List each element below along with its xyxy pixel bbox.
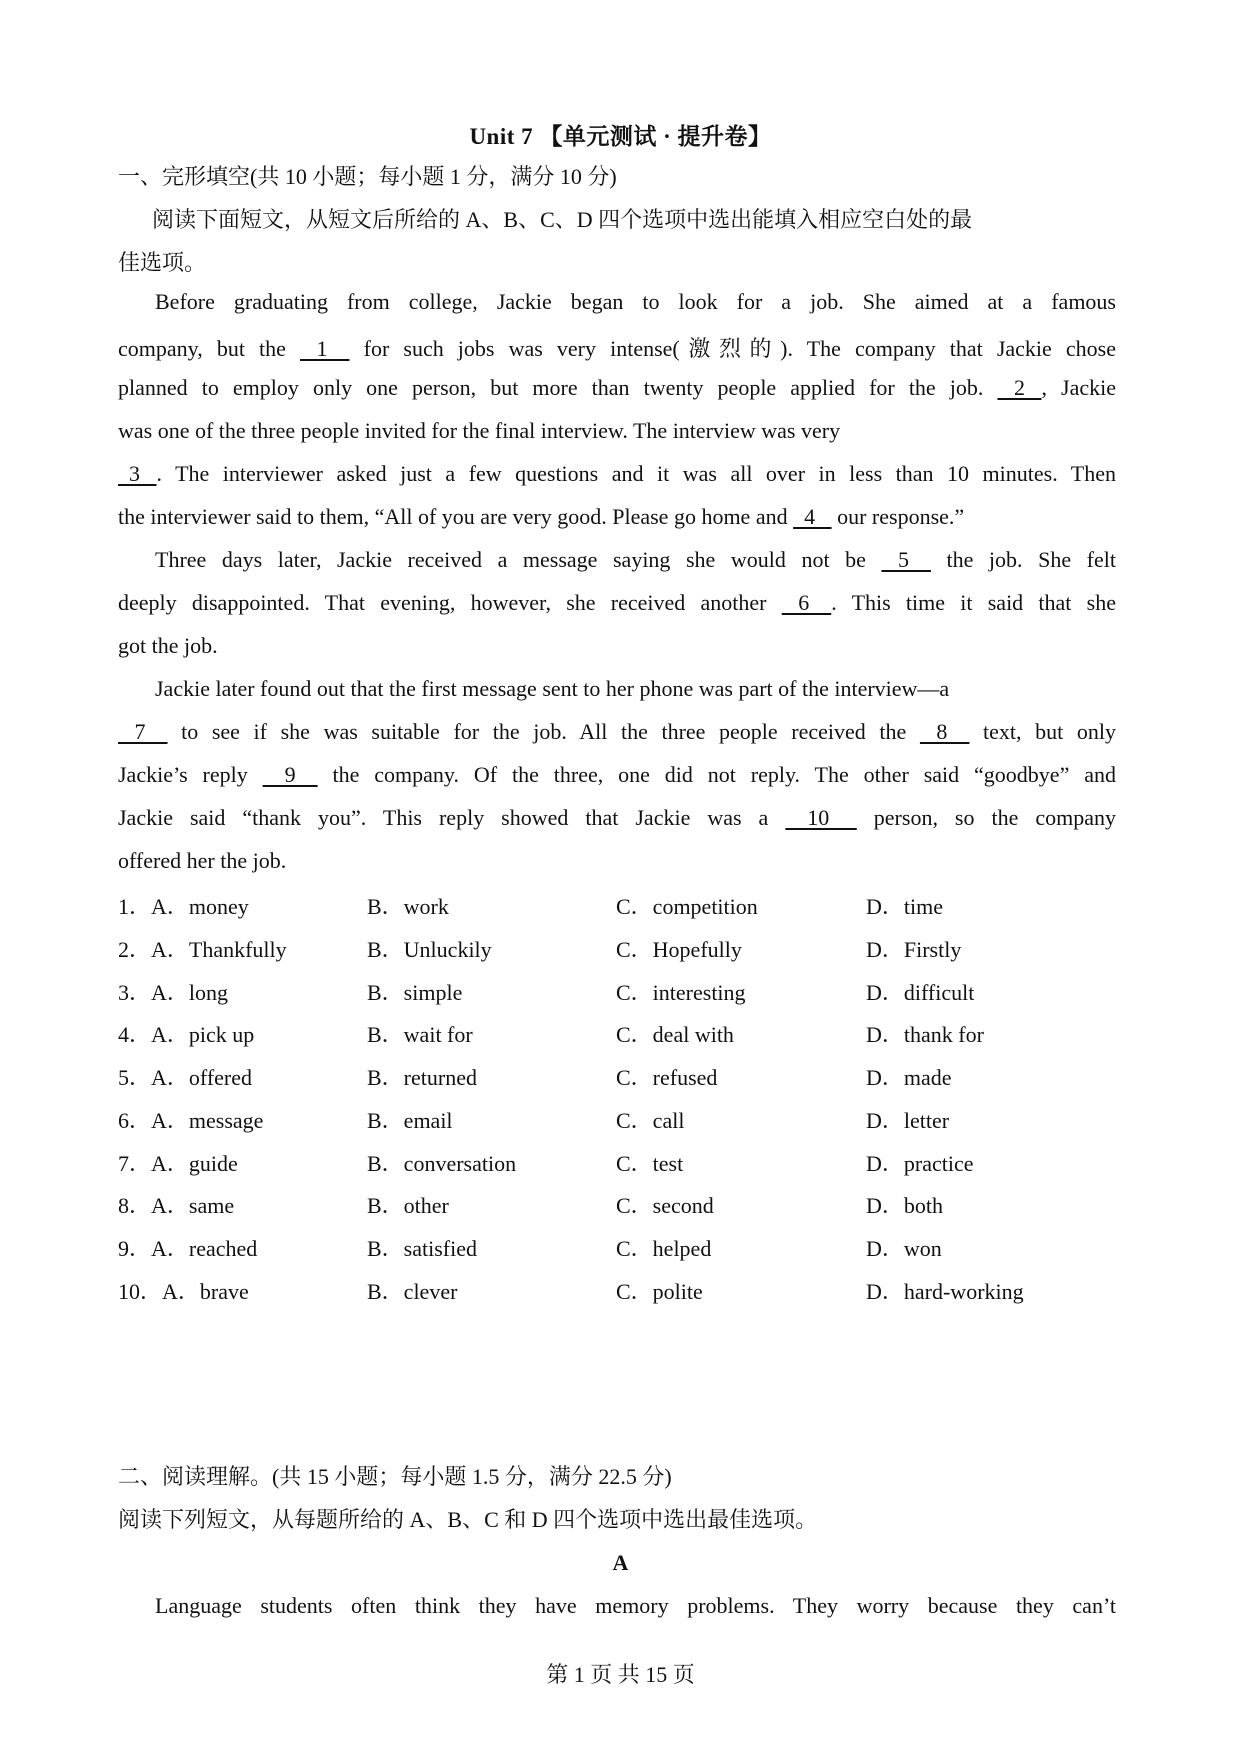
option-b: B．simple: [367, 980, 463, 1005]
option-d: D．hard-working: [866, 1279, 1024, 1304]
option-a: 2．A．Thankfully: [118, 937, 287, 962]
passage-line: Jackie later found out that the first message sent to her phone was part of the interview—a: [155, 676, 950, 701]
question-6-options: [118, 1104, 1118, 1134]
passage-line: [118, 375, 1116, 401]
blank-2: 2: [997, 375, 1042, 400]
option-c: C．polite: [616, 1279, 703, 1304]
option-d: D．time: [866, 894, 943, 919]
passage-label: A: [612, 1550, 629, 1575]
passage-text: . This time it said that she: [831, 590, 1116, 615]
option-c: C．refused: [616, 1065, 718, 1090]
passage-line: Before graduating from college, Jackie began to look for a job. She aimed at a famous: [155, 289, 1116, 314]
option-c: C．interesting: [616, 980, 746, 1005]
passage-text: Jackie’s reply: [118, 762, 263, 787]
question-8-options: [118, 1189, 1118, 1219]
option-b: B．other: [367, 1193, 449, 1218]
option-a: 6．A．message: [118, 1108, 264, 1133]
option-d: D．made: [866, 1065, 952, 1090]
passage-line: [155, 547, 1116, 573]
option-b: B．email: [367, 1108, 453, 1133]
option-a: 10．A．brave: [118, 1279, 249, 1304]
option-d: D．won: [866, 1236, 942, 1261]
question-3-options: [118, 976, 1118, 1006]
option-b: B．conversation: [367, 1151, 517, 1176]
passage-line: got the job.: [118, 633, 218, 658]
passage-text: Three days later, Jackie received a message saying she would not be: [155, 547, 882, 572]
passage-line: Language students often think they have memory problems. They worry because they can’t: [155, 1593, 1116, 1618]
option-d: D．practice: [866, 1151, 974, 1176]
question-4-options: [118, 1018, 1118, 1048]
option-d: D．difficult: [866, 980, 975, 1005]
passage-line: [118, 719, 1116, 745]
option-a: 7．A．guide: [118, 1151, 238, 1176]
blank-5: 5: [881, 547, 931, 572]
option-c: C．Hopefully: [616, 937, 742, 962]
passage-text: deeply disappointed. That evening, however, she received another: [118, 590, 782, 615]
passage-line: [118, 590, 1116, 616]
option-a: 8．A．same: [118, 1193, 235, 1218]
question-5-options: [118, 1061, 1118, 1091]
option-a: 5．A．offered: [118, 1065, 252, 1090]
question-1-options: [118, 890, 1118, 920]
section1-instruction-cont: 佳选项。: [118, 250, 207, 275]
section1-instruction: 阅读下面短文，从短文后所给的 A、B、C、D 四个选项中选出能填入相应空白处的最: [152, 207, 973, 232]
passage-text: our response.”: [831, 504, 965, 529]
passage-text: the job. She felt: [930, 547, 1116, 572]
option-b: B．satisfied: [367, 1236, 477, 1261]
option-c: C．competition: [616, 894, 758, 919]
section2-heading: 二、阅读理解。(共 15 小题；每小题 1.5 分，满分 22.5 分): [118, 1464, 672, 1489]
blank-6: 6: [781, 590, 832, 615]
blank-3: 3: [118, 461, 157, 486]
passage-text: . The interviewer asked just a few questions and it was all over in less than 10 minutes. Then: [156, 461, 1116, 486]
passage-line: [118, 461, 1116, 487]
option-a: 9．A．reached: [118, 1236, 258, 1261]
option-b: B．clever: [367, 1279, 458, 1304]
option-d: D．both: [866, 1193, 944, 1218]
option-c: C．deal with: [616, 1022, 734, 1047]
option-d: D．thank for: [866, 1022, 984, 1047]
passage-text: text, but only: [969, 719, 1116, 744]
passage-text: Jackie said “thank you”. This reply showed that Jackie was a: [118, 805, 786, 830]
section2-instruction: 阅读下列短文，从每题所给的 A、B、C 和 D 四个选项中选出最佳选项。: [118, 1507, 818, 1532]
passage-text: person, so the company: [856, 805, 1116, 830]
passage-text: , Jackie: [1041, 375, 1116, 400]
page-title: Unit 7 【单元测试 · 提升卷】: [469, 124, 772, 149]
blank-1: 1: [300, 336, 350, 361]
passage-text: company, but the: [118, 336, 301, 361]
blank-9: 9: [262, 762, 318, 787]
passage-line: was one of the three people invited for the final interview. The interview was very: [118, 418, 841, 443]
option-a: 3．A．long: [118, 980, 229, 1005]
passage-line: [118, 332, 1116, 363]
question-10-options: [118, 1275, 1118, 1305]
section1-heading: 一、完形填空(共 10 小题；每小题 1 分，满分 10 分): [118, 164, 617, 189]
option-b: B．work: [367, 894, 449, 919]
passage-line: [118, 805, 1116, 831]
passage-line: [118, 762, 1116, 788]
page-footer: 第 1 页 共 15 页: [546, 1662, 695, 1687]
passage-text: the company. Of the three, one did not reply. The other said “goodbye” and: [317, 762, 1116, 787]
passage-text: for such jobs was very intense(激烈的). The company that Jackie chose: [349, 336, 1116, 361]
option-b: B．returned: [367, 1065, 477, 1090]
blank-10: 10: [785, 805, 857, 830]
passage-line: offered her the job.: [118, 848, 287, 873]
option-c: C．test: [616, 1151, 684, 1176]
option-c: C．call: [616, 1108, 685, 1133]
blank-7: 7: [118, 719, 168, 744]
option-c: C．helped: [616, 1236, 712, 1261]
blank-4: 4: [793, 504, 832, 529]
passage-line: [118, 504, 964, 530]
passage-text: the interviewer said to them, “All of you are very good. Please go home and: [118, 504, 794, 529]
question-9-options: [118, 1232, 1118, 1262]
option-a: 4．A．pick up: [118, 1022, 255, 1047]
question-2-options: [118, 933, 1118, 963]
option-d: D．Firstly: [866, 937, 962, 962]
option-b: B．wait for: [367, 1022, 473, 1047]
blank-8: 8: [919, 719, 970, 744]
option-c: C．second: [616, 1193, 714, 1218]
option-b: B．Unluckily: [367, 937, 492, 962]
option-d: D．letter: [866, 1108, 950, 1133]
passage-text: planned to employ only one person, but more than twenty people applied for the job.: [118, 375, 998, 400]
question-7-options: [118, 1147, 1118, 1177]
option-a: 1．A．money: [118, 894, 249, 919]
passage-text: to see if she was suitable for the job. All the three people received the: [167, 719, 920, 744]
